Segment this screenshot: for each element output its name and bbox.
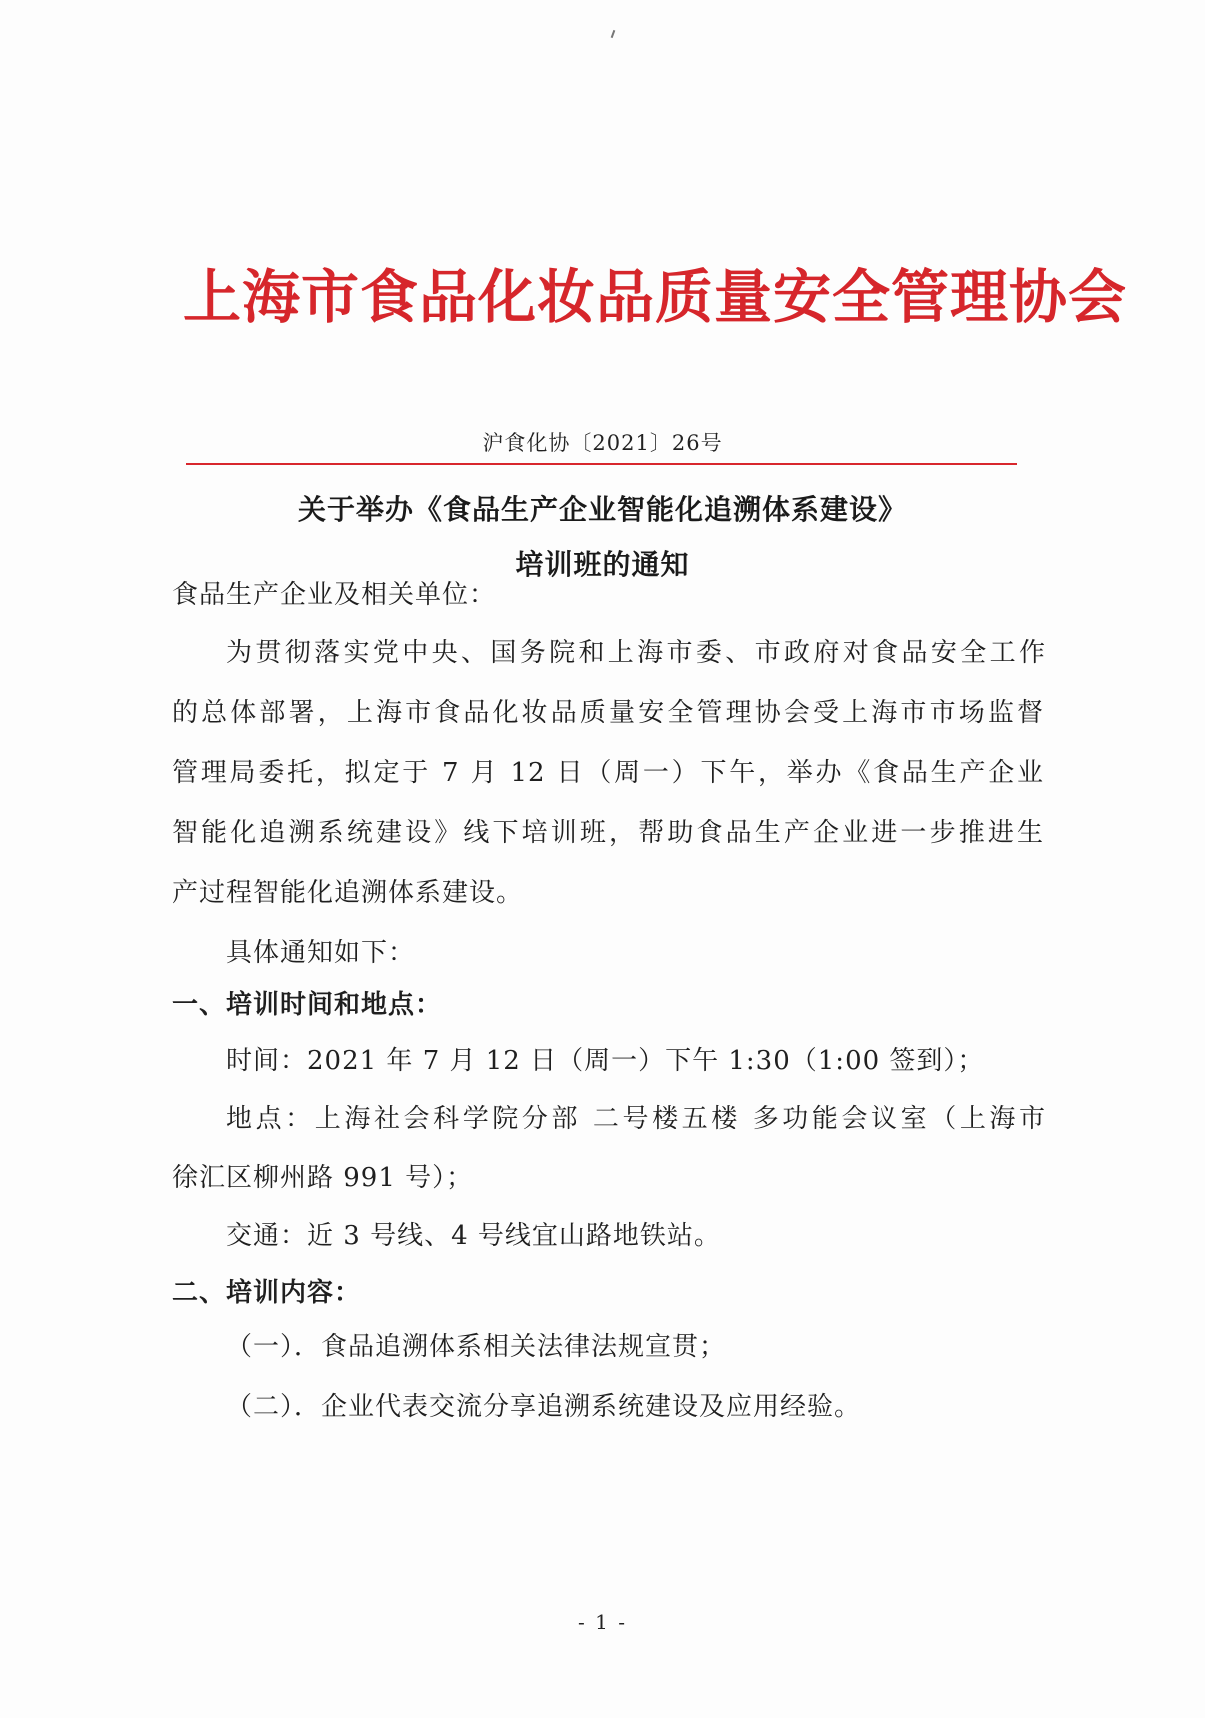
content-item: （一）．食品追溯体系相关法律法规宣贯；: [226, 1332, 727, 1362]
red-separator-rule: [186, 463, 1017, 465]
training-place-continued: 徐汇区柳州路 991 号）；: [172, 1163, 474, 1193]
intro-line: 智能化追溯系统建设》线下培训班，帮助食品生产企业进一步推进生: [172, 818, 1044, 848]
notice-lead: 具体通知如下：: [226, 938, 416, 968]
training-time: 时间：2021 年 7 月 12 日（周一）下午 1:30（1:00 签到）；: [226, 1046, 985, 1076]
salutation: 食品生产企业及相关单位：: [172, 580, 497, 610]
notice-title-line-1: 关于举办《食品生产企业智能化追溯体系建设》: [297, 493, 907, 526]
traffic-info: 交通：近 3 号线、4 号线宜山路地铁站。: [226, 1221, 721, 1251]
document-number: 沪食化协〔2021〕26号: [482, 431, 723, 455]
intro-line: 的总体部署，上海市食品化妆品质量安全管理协会受上海市市场监督: [172, 698, 1044, 728]
section-2-heading: 二、培训内容：: [172, 1278, 362, 1308]
scan-speck: [611, 30, 616, 38]
intro-line: 产过程智能化追溯体系建设。: [172, 878, 524, 908]
intro-line: 为贯彻落实党中央、国务院和上海市委、市政府对食品安全工作: [226, 638, 1046, 668]
issuing-organization-header: 上海市食品化妆品质量安全管理协会: [183, 263, 1128, 331]
intro-line: 管理局委托，拟定于 7 月 12 日（周一）下午，举办《食品生产企业: [172, 758, 1044, 788]
notice-title-line-2: 培训班的通知: [515, 548, 690, 581]
training-place: 地点：上海社会科学院分部 二号楼五楼 多功能会议室（上海市: [226, 1104, 1046, 1134]
section-1-heading: 一、培训时间和地点：: [172, 990, 443, 1020]
content-item: （二）．企业代表交流分享追溯系统建设及应用经验。: [226, 1392, 862, 1422]
page-number: - 1 -: [578, 1610, 627, 1634]
